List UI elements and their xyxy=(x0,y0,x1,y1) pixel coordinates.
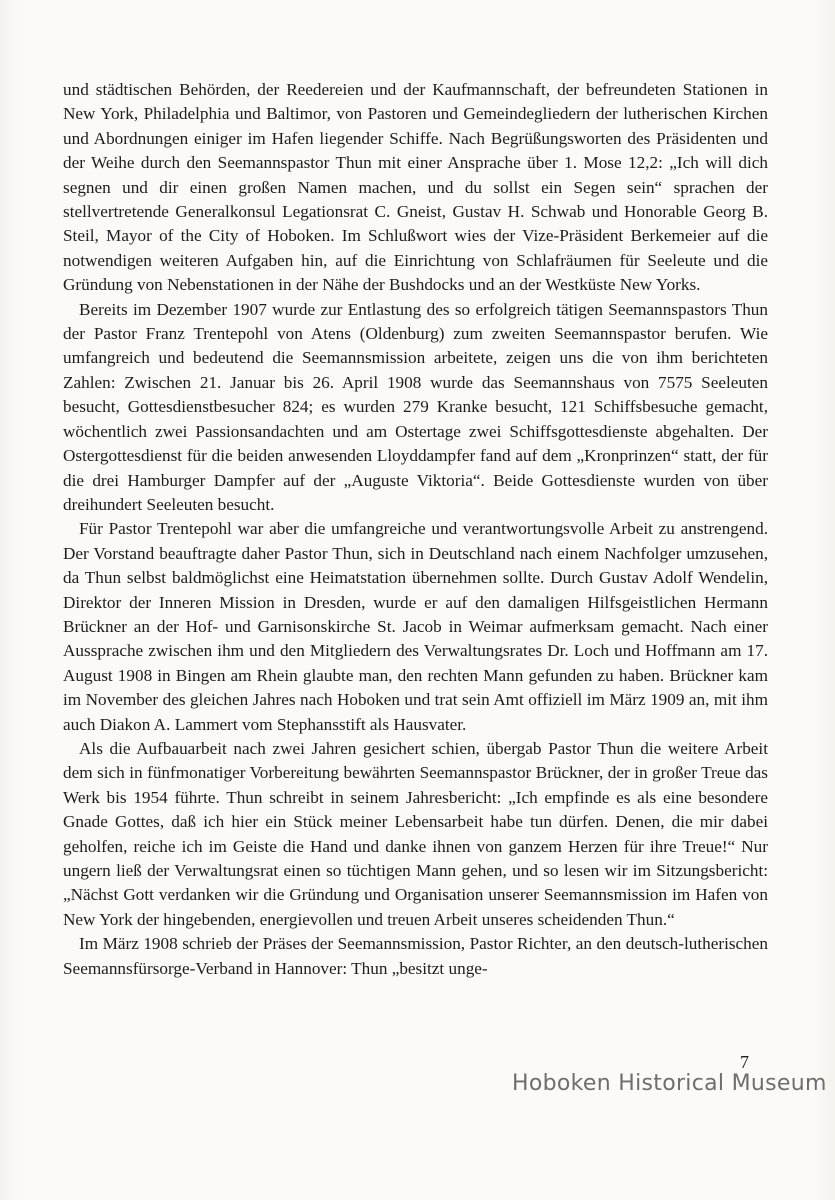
paragraph: Im März 1908 schrieb der Präses der Seemannsmission, Pastor Richter, an den deutsch-lutherischen Seemannsfürsorge-Verband in Hannover: Thun „besitzt unge- xyxy=(63,934,768,978)
page-number: 7 xyxy=(740,1052,749,1072)
paragraph: Als die Aufbauarbeit nach zwei Jahren gesichert schien, übergab Pastor Thun die weitere Arbeit dem sich in fünfmonatiger Vorbereitung bewährten Seemannspastor Brückner, der in großer Treue das Werk bis 1954 führte. Thun schreibt in seinem Jahresbericht: „Ich empfinde es als eine besondere Gnade Gottes, daß ich hier ein Stück meiner Lebensarbeit habe tun dürfen. Denen, die mir dabei geholfen, reiche ich im Geiste die Hand und danke ihnen von ganzem Herzen für ihre Treue!“ Nur ungern ließ der Verwaltungsrat einen so tüchtigen Mann gehen, und so lesen wir im Sitzungsbericht: „Nächst Gott verdanken wir die Gründung und Organisation unserer Seemannsmission im Hafen von New York der hingebenden, energievollen und treuen Arbeit unseres scheidenden Thun.“ xyxy=(63,738,768,929)
paragraph: Bereits im Dezember 1907 wurde zur Entlastung des so erfolgreich tätigen Seemannspastors Thun der Pastor Franz Trentepohl von Atens (Oldenburg) zum zweiten Seemannspastor berufen. Wie umfangreich und bedeutend die Seemannsmission arbeitete, zeigen uns die von ihm berichteten Zahlen: Zwischen 21. Januar bis 26. April 1908 wurde das Seemannshaus von 7575 Seeleuten besucht, Gottesdienstbesucher 824; es wurden 279 Kranke besucht, 121 Schiffsbesuche gemacht, wöchentlich zwei Passionsandachten und am Ostertage zwei Schiffsgottesdienste abgehalten. Der Ostergottesdienst für die beiden anwesenden Lloyddampfer fand auf dem „Kronprinzen“ statt, der für die drei Hamburger Dampfer auf der „Auguste Viktoria“. Beide Gottesdienste wurden von über dreihundert Seeleuten besucht. xyxy=(63,299,768,514)
body-text xyxy=(63,78,768,981)
paragraph: und städtischen Behörden, der Reedereien und der Kaufmannschaft, der befreundeten Stationen in New York, Philadelphia und Baltimor, von Pastoren und Gemeindegliedern der lutherischen Kirchen und Abordnungen einiger im Hafen liegender Schiffe. Nach Begrüßungsworten des Präsidenten und der Weihe durch den Seemannspastor Thun mit einer Ansprache über 1. Mose 12,2: „Ich will dich segnen und dir einen großen Namen machen, und du sollst ein Segen sein“ sprachen der stellvertretende Generalkonsul Legationsrat C. Gneist, Gustav H. Schwab und Honorable Georg B. Steil, Mayor of the City of Hoboken. Im Schlußwort wies der Vize-Präsident Berkemeier auf die notwendigen weiteren Aufgaben hin, auf die Einrichtung von Schlafräumen für Seeleute und die Gründung von Nebenstationen in der Nähe der Bushdocks und an der Westküste New Yorks. xyxy=(63,80,768,295)
paragraph: Für Pastor Trentepohl war aber die umfangreiche und verantwortungsvolle Arbeit zu anstrengend. Der Vorstand beauftragte daher Pastor Thun, sich in Deutschland nach einem Nachfolger umzusehen, da Thun selbst baldmöglichst eine Heimatstation übernehmen sollte. Durch Gustav Adolf Wendelin, Direktor der Inneren Mission in Dresden, wurde er auf den damaligen Hilfsgeistlichen Hermann Brückner an der Hof- und Garnisonskirche St. Jacob in Weimar aufmerksam gemacht. Nach einer Aussprache zwischen ihm und den Mitgliedern des Verwaltungsrates Dr. Loch und Hoffmann am 17. August 1908 in Bingen am Rhein glaubte man, den rechten Mann gefunden zu haben. Brückner kam im November des gleichen Jahres nach Hoboken und trat sein Amt offiziell im März 1909 an, mit ihm auch Diakon A. Lammert vom Stephansstift als Hausvater. xyxy=(63,519,768,734)
watermark: Hoboken Historical Museum xyxy=(512,1071,827,1096)
